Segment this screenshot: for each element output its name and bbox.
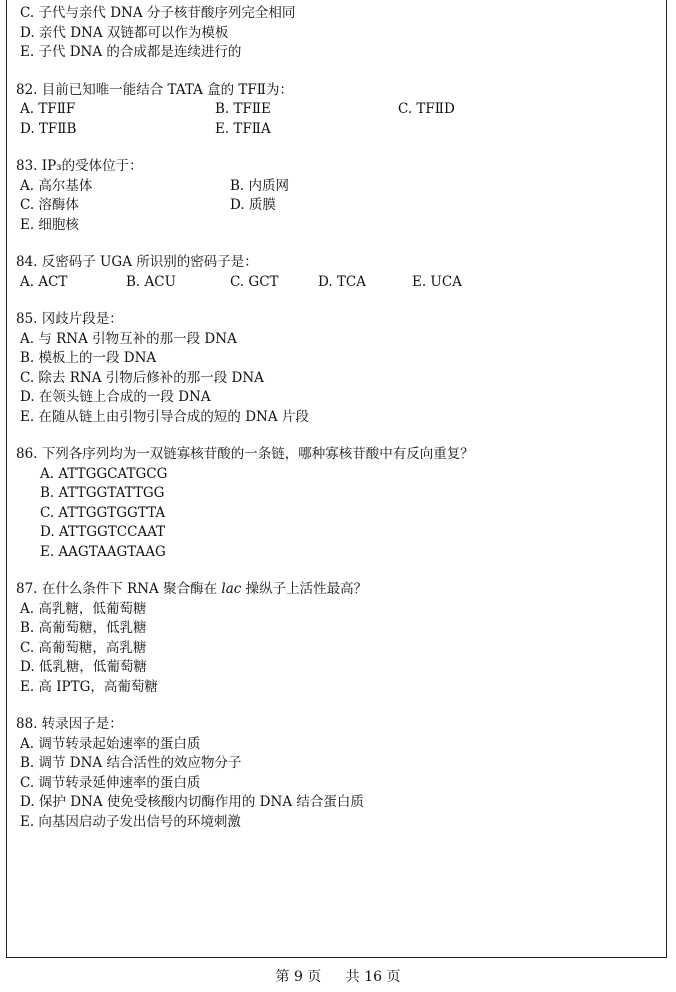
option-e: E. 高 IPTG，高葡萄糖	[20, 678, 158, 695]
option-c: C. 调节转录延伸速率的蛋白质	[20, 774, 201, 791]
option-b: B. TFⅡE	[215, 101, 271, 117]
option-e: E. 向基因启动子发出信号的环境刺激	[20, 813, 241, 830]
question-title: 85. 冈歧片段是：	[16, 311, 123, 327]
question-82	[16, 81, 656, 140]
option-e: E. UCA	[412, 273, 462, 290]
option-d: D. 在领头链上合成的一段 DNA	[20, 389, 211, 405]
option-c: C. 溶酶体	[20, 197, 79, 213]
option-b: B. 模板上的一段 DNA	[20, 350, 157, 366]
title-text-post: 操纵子上活性最高？	[241, 581, 368, 597]
option-d: D. ATTGGTCCAAT	[40, 524, 166, 540]
option-d: D. TFⅡB	[20, 120, 77, 137]
option-c: C. 除去 RNA 引物后修补的那一段 DNA	[20, 369, 264, 386]
option-d: D. 亲代 DNA 双链都可以作为模板	[20, 24, 229, 41]
question-title: 84. 反密码子 UGA 所识别的密码子是：	[16, 254, 258, 270]
option-d: D. 低乳糖，低葡萄糖	[20, 659, 147, 675]
option-e: E. TFⅡA	[215, 120, 271, 137]
question-88	[16, 715, 656, 832]
question-86	[16, 445, 656, 562]
page-number: 第 9 页	[275, 969, 322, 985]
question-title: 82. 目前已知唯一能结合 TATA 盒的 TFⅡ为：	[16, 81, 293, 98]
option-b: B. ATTGGTATTGG	[40, 485, 165, 501]
option-c: C. TFⅡD	[398, 101, 455, 117]
question-title	[16, 580, 656, 600]
option-b: B. 高葡萄糖，低乳糖	[20, 620, 147, 636]
question-85	[16, 310, 656, 427]
option-e: E. 子代 DNA 的合成都是连续进行的	[20, 44, 242, 60]
prev-question-options	[16, 4, 656, 63]
option-a: A. 高尔基体	[20, 177, 93, 194]
option-a: A. ACT	[20, 273, 68, 290]
page-total: 共 16 页	[345, 969, 401, 985]
option-b: B. 调节 DNA 结合活性的效应物分子	[20, 755, 242, 771]
option-c: C. GCT	[230, 273, 279, 290]
lac-operon-term: lac	[221, 581, 242, 597]
option-e: E. AAGTAAGTAAG	[40, 543, 166, 560]
option-b: B. ACU	[126, 273, 176, 290]
option-e: E. 细胞核	[20, 216, 79, 233]
option-b: B. 内质网	[230, 177, 290, 194]
question-87	[16, 580, 656, 697]
option-a: A. ATTGGCATGCG	[40, 465, 168, 482]
question-83	[16, 157, 656, 235]
question-title: 83. IP₃的受体位于：	[16, 158, 143, 174]
question-title: 88. 转录因子是：	[16, 716, 123, 732]
option-a: A. 与 RNA 引物互补的那一段 DNA	[20, 330, 237, 347]
option-c: C. 子代与亲代 DNA 分子核苷酸序列完全相同	[20, 5, 296, 21]
option-d: D. 质膜	[230, 197, 276, 213]
question-title: 86. 下列各序列均为一双链寡核苷酸的一条链，哪种寡核苷酸中有反向重复？	[16, 446, 474, 462]
option-a: A. 调节转录起始速率的蛋白质	[20, 735, 201, 752]
option-a: A. 高乳糖，低葡萄糖	[20, 600, 147, 617]
option-d: D. 保护 DNA 使免受核酸内切酶作用的 DNA 结合蛋白质	[20, 794, 364, 810]
option-a: A. TFⅡF	[20, 101, 76, 117]
option-e: E. 在随从链上由引物引导合成的短的 DNA 片段	[20, 408, 309, 425]
exam-content	[16, 4, 656, 832]
option-d: D. TCA	[318, 273, 367, 290]
option-c: C. ATTGGTGGTTA	[40, 504, 166, 521]
page-footer	[0, 968, 676, 986]
question-84	[16, 253, 656, 292]
option-c: C. 高葡萄糖，高乳糖	[20, 639, 147, 656]
title-text-pre: 87. 在什么条件下 RNA 聚合酶在	[16, 581, 222, 597]
